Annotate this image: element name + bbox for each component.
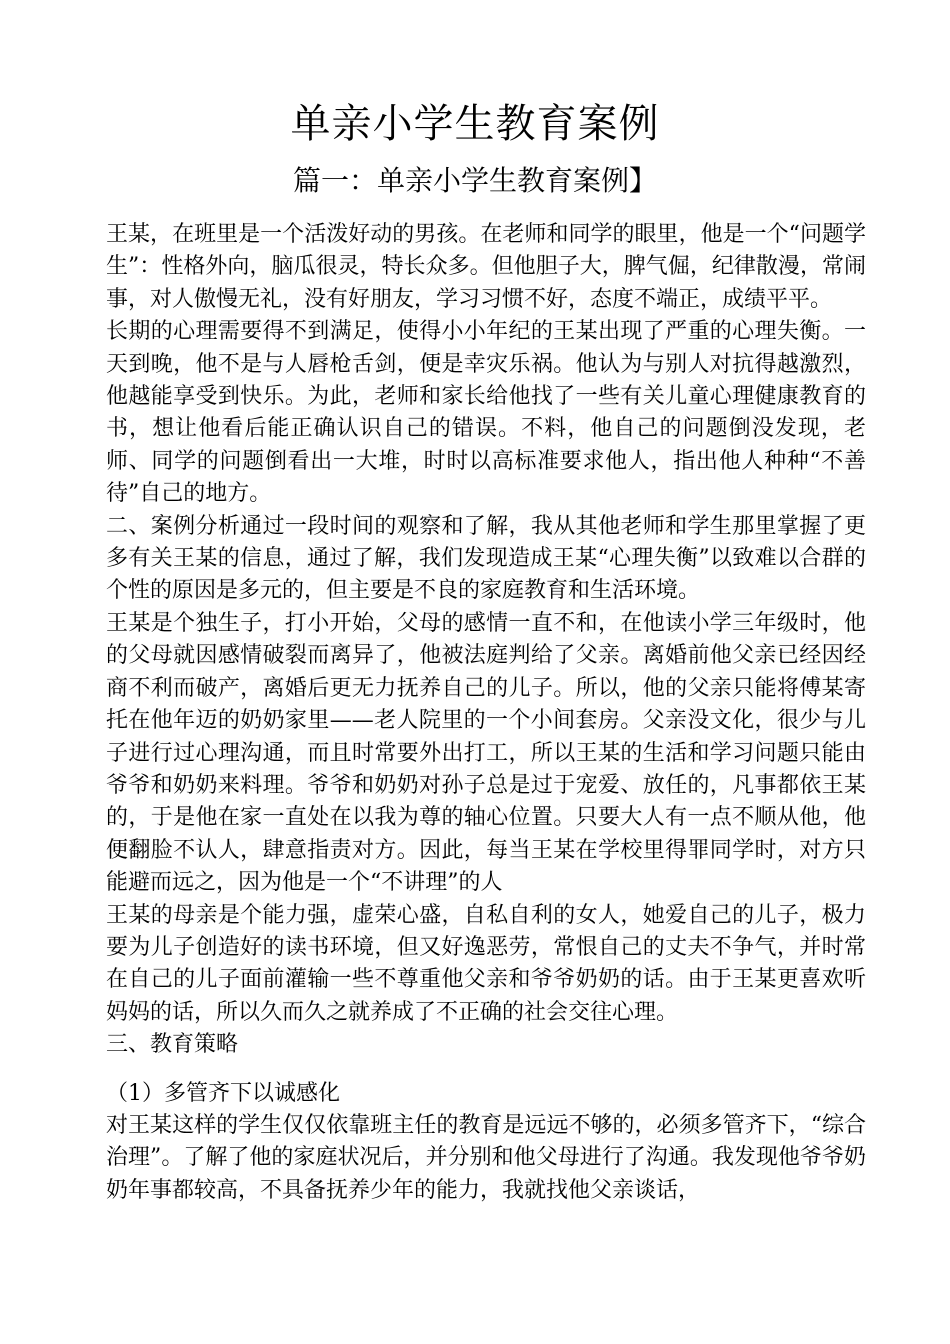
paragraph-mother: 王某的母亲是个能力强，虚荣心盛，自私自利的女人，她爱自己的儿子，极力要为儿子创造好的读书环境，但又好逸恶劳，常恨自己的丈夫不争气，并时常在自己的儿子面前灌输一些不尊重他父亲和爷爷奶奶的话。由于王某更喜欢听妈妈的话，所以久而久之就养成了不正确的社会交往心理。: [106, 902, 866, 1025]
section-heading-strategy: 三、教育策略: [106, 1032, 239, 1058]
document-body: [106, 219, 866, 1207]
paragraph-strategy-1: 对王某这样的学生仅仅依靠班主任的教育是远远不够的，必须多管齐下，“综合治理”。了解了他的家庭状况后，并分别和他父母进行了沟通。我发现他爷爷奶奶年事都较高，不具备抚养少年的能力，我就找他父亲谈话，: [106, 1112, 866, 1203]
paragraph-spacer: [106, 1062, 866, 1078]
paragraph-intro: 王某，在班里是一个活泼好动的男孩。在老师和同学的眼里，他是一个“问题学生”：性格外向，脑瓜很灵，特长众多。但他胆子大，脾气倔，纪律散漫，常闹事，对人傲慢无礼，没有好朋友，学习习惯不好，态度不端正，成绩平平。: [106, 222, 866, 312]
subheading-strategy-1: （1）多管齐下以诚感化: [106, 1080, 340, 1106]
paragraph-case-analysis: 二、案例分析通过一段时间的观察和了解，我从其他老师和学生那里掌握了更多有关王某的信息，通过了解，我们发现造成王某“心理失衡”以致难以合群的个性的原因是多元的，但主要是不良的家庭教育和生活环境。: [106, 513, 866, 604]
paragraph-psychology: 长期的心理需要得不到满足，使得小小年纪的王某出现了严重的心理失衡。一天到晚，他不是与人唇枪舌剑，便是幸灾乐祸。他认为与别人对抗得越激烈，他越能享受到快乐。为此，老师和家长给他找了一些有关儿童心理健康教育的书，想让他看后能正确认识自己的错误。不料，他自己的问题倒没发现，老师、同学的问题倒看出一大堆，时时以高标准要求他人，指出他人种种“不善待”自己的地方。: [106, 319, 866, 507]
paragraph-family-background: 王某是个独生子，打小开始，父母的感情一直不和，在他读小学三年级时，他的父母就因感情破裂而离异了，他被法庭判给了父亲。离婚前他父亲已经因经商不利而破产，离婚后更无力抚养自己的儿子。所以，他的父亲只能将傅某寄托在他年迈的奶奶家里——老人院里的一个小间套房。父亲没文化，很少与儿子进行过心理沟通，而且时常要外出打工，所以王某的生活和学习问题只能由爷爷和奶奶来料理。爷爷和奶奶对孙子总是过于宠爱、放任的，凡事都依王某的，于是他在家一直处在以我为尊的轴心位置。只要大人有一点不顺从他，他便翻脸不认人，肆意指责对方。因此，每当王某在学校里得罪同学时，对方只能避而远之，因为他是一个“不讲理”的人: [106, 610, 866, 896]
document-title: 单亲小学生教育案例: [290, 101, 660, 147]
document-subtitle: 篇一：单亲小学生教育案例】: [292, 164, 657, 197]
